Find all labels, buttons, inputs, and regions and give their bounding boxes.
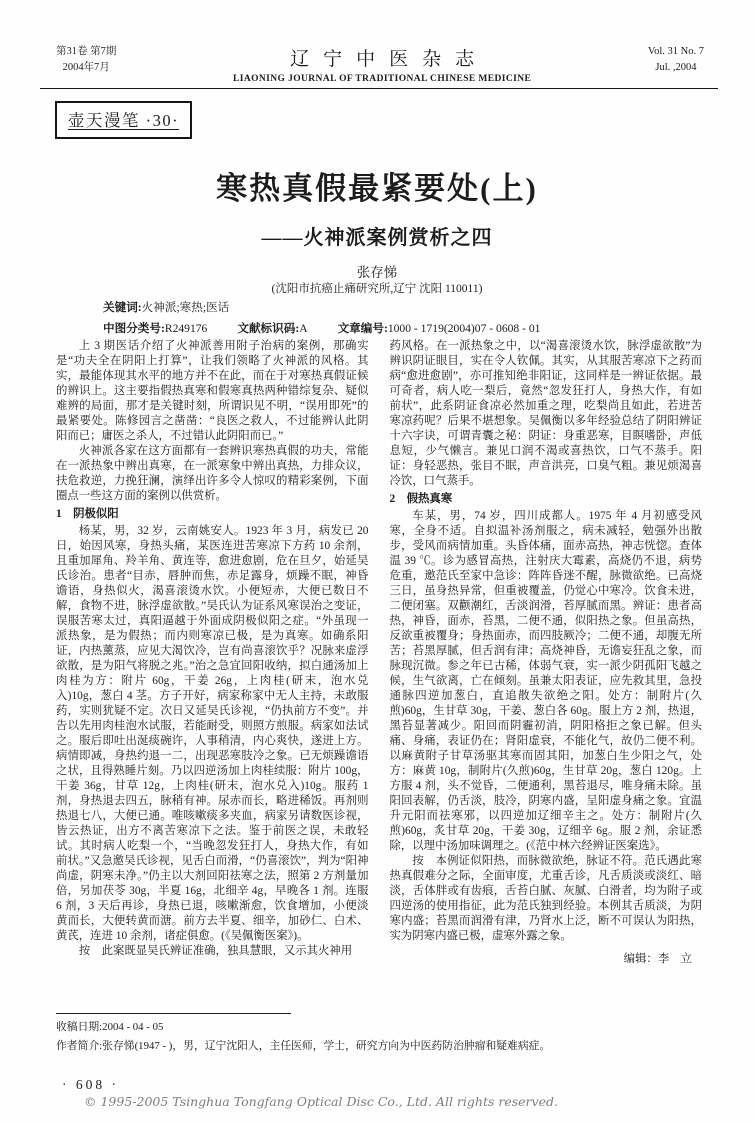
author-bio: 作者简介:张存悌(1947 - )，男，辽宁沈阳人，主任医师，学士，研究方向为中医药防治肿瘤和疑难病症。 xyxy=(56,1040,551,1053)
body-paragraph: 车某，男，74 岁，四川成都人。1975 年 4 月初感受风寒，全身不适。自拟温补汤剂服之，病未减轻，勉强外出散步，受风而病情加重。头昏体痛，面赤高热，神志恍惚。查体温 39 ℃。诊为感冒高热，注射庆大霉素，高烧仍不退，病势危重，邀范氏至家中急诊：阵阵昏迷不醒，脉微欲绝。已高烧三日，虽身热异常，但重被覆盖，仍觉心中寒冷。饮食未进，二便闭塞。双颧潮红，舌淡润滑，苔厚腻而黑。辨证：患者高热，神昏，面赤，苔黑，二便不通，似阳热之象。但虽高热，反欲重被覆身；身热面赤，而四肢厥冷；二便不通，却腹无所苦；苔黑厚腻，但舌润有津；高烧神昏，无谵妄狂乱之象，而脉现沉微。参之年已古稀，体弱气衰，实一派少阴孤阳飞越之候，生气欲离，亡在倾刻。虽兼太阳表证，应先救其里，急投通脉四逆加葱白，直追散失欲绝之阳。处方：制附片(久煎)60g，生甘草 30g，干姜、葱白各 60g。服上方 2 剂，热退，黑苔显著减少。阳回而阴霾初消，阴阳格拒之象已解。但头痛、身痛，表证仍在；肾阳虚衰，不能化气，故仍二便不利。以麻黄附子甘草汤驱其寒而固其阳，加葱白生少阳之气，处方：麻黄 10g，制附片(久煎)60g，生甘草 20g，葱白 120g。上方服 4 剂，头不觉昏，二便通利，黑苔退尽，唯身痛未除。虽阳回表解，仍舌淡，肢冷，阴寒内盛，呈阳虚身痛之象。宜温升元阳而祛寒邪，以四逆加辽细辛主之。处方：制附片(久煎)60g，炙甘草 20g，干姜 30g，辽细辛 6g。服 2 剂，余证悉除，以理中汤加味调理之。(《范中林六经辨证医案选》。 xyxy=(389,510,702,852)
doccode-label: 文献标识码: xyxy=(237,321,300,335)
page-number: · 608 · xyxy=(62,1077,119,1092)
column-label: 壶天漫笔 ·30· xyxy=(68,111,180,130)
article-author: 张存悌 xyxy=(356,265,398,280)
article-subtitle: ——火神派案例赏析之四 xyxy=(261,227,493,249)
journal-title-cn: 辽宁中医杂志 xyxy=(290,49,489,70)
footnote-rule xyxy=(56,1013,291,1014)
section-heading: 1 阴极似阳 xyxy=(56,508,119,520)
body-paragraph: 火神派各家在这方面都有一套辨识寒热真假的功夫，常能在一派热象中辨出真寒，在一派寒象中辨出真热，力排众议，扶危救逆，力挽狂澜，演绎出许多令人惊叹的精彩案例，下面圈点一些这方面的案例以供赏析。 xyxy=(56,445,369,502)
body-paragraph: 杨某，男，32 岁，云南姚安人。1923 年 3 月，病发已 20 日，始因风寒，身热头痛，某医连进苦寒凉下方药 10 余剂，且重加犀角、羚羊角、黄连等，愈进愈剧，危在旦夕，始延吴氏诊治。患者“目赤，唇肿而焦，赤足露身，烦躁不眠，神昏谵语，身热似火，渴喜滚烫水饮。小便短赤，大便已数日不解，食物不进，脉浮虚欲散。”吴氏认为证系风寒误治之变证，误服苦寒太过，真阳逼越于外面成阴极似阳之症。“外虽现一派热象，是为假热；而内则寒凉已极，是为真寒。如确系阳证，内热薰蒸，应见大渴饮冷，岂有尚喜滚饮乎？况脉来虚浮欲散，是为阳气将脱之兆。”治之急宜回阳收纳，拟白通汤加上肉桂为方：附片 60g，干姜 26g，上肉桂(研末，泡水兑入)10g，葱白 4 茎。方子开好，病家称家中无人主持，未敢服药，实则犹疑不定。次日又延吴氏诊视，“仍执前方不变”。并告以先用肉桂泡水试服，若能耐受，则照方煎服。病家如法试之。服后即吐出涎痰碗许，人事稍清，内心爽快，遂进上方。病情即减，身热约退一二，出现恶寒肢冷之象。已无烦躁谵语之状，且得熟睡片刻。乃以四逆汤加上肉桂续服：附片 100g，干姜 36g，甘草 12g，上肉桂(研末，泡水兑入)10g。服药 1 剂，身热退去四五，脉稍有神。尿赤而长，略进稀饭。再剂则热退七八，大便已通。唯咳嗽痰多夹血，病家另请数医诊视，皆云热证，出方不离苦寒凉下之法。鉴于前医之误，未敢轻试。其时病人吃梨一个，“当晚忽发狂打人，身热大作，有如前状。”又急邀吴氏诊视，见舌白而滑，“仍喜滚饮”，判为“阳神尚虚，阴寒未净。”仍主以大剂回阳祛寒之法，照第 2 方剂量加倍，另加茯苓 30g，半夏 16g，北细辛 4g，早晚各 1 剂。连服 6 剂，3 天后再诊，身热已退，咳嗽渐愈，饮食增加，小便淡黄而长，大便转黄而溏。前方去半夏、细辛，加砂仁、白术、黄芪，连进 10 余剂，诸症俱愈。(《吴佩衡医案》)。 xyxy=(56,525,369,942)
section-heading: 2 假热真寒 xyxy=(389,493,453,505)
article-body xyxy=(56,339,702,967)
classification-line xyxy=(103,319,698,340)
clc-value: R249176 xyxy=(164,321,208,335)
right-column xyxy=(390,339,703,967)
column-label-box xyxy=(55,101,192,139)
volume-number: Vol. 31 No. 7 xyxy=(647,46,704,57)
issue-date-en: Jul. ,2004 xyxy=(655,62,697,74)
article-affiliation: (沈阳市抗癌止痛研究所,辽宁 沈阳 110011) xyxy=(271,283,483,295)
issue-info xyxy=(56,44,116,77)
article-meta xyxy=(103,298,698,339)
left-column xyxy=(56,339,369,967)
volume-info xyxy=(648,44,704,77)
issue-number: 第31卷 第7期 xyxy=(56,46,117,57)
doccode-value: A xyxy=(299,321,308,335)
article-id-value: 1000 - 1719(2004)07 - 0608 - 01 xyxy=(387,321,541,335)
body-paragraph: 按 此案既显吴氏辨证准确，独具慧眼，又示其火神用 xyxy=(78,945,353,957)
keywords-value: 火神派;寒热;医话 xyxy=(141,301,230,314)
received-date: 收稿日期:2004 - 04 - 05 xyxy=(56,1021,164,1033)
copyright-notice: © 1995-2005 Tsinghua Tongfang Optical Disc Co., Ltd. All rights reserved. xyxy=(84,1094,558,1109)
body-paragraph: 药风格。在一派热象之中，以“渴喜滚烫水饮，脉浮虚欲散”为辨识阴证眼目，实在令人钦佩。其实，从其服苦寒凉下之药而病“愈进愈剧”，亦可推知绝非阳证，这同样是一辨证依据。最可奇者，病人吃一梨后，竟然“忽发狂打人，身热大作，有如前状”，此系阴证食凉必然加重之理，吃梨尚且如此，若进苦寒凉药呢？后果不堪想象。吴佩衡以多年经验总结了阴阳辨证十六字诀，可谓青囊之秘：阴证：身重恶寒，目瞑嗜卧，声低息短，少气懒言。兼见口润不渴或喜热饮，口气不蒸手。阳证：身轻恶热，张目不眠，声音洪亮，口臭气粗。兼见烦渴喜冷饮，口气蒸手。 xyxy=(389,340,702,487)
clc-label: 中图分类号: xyxy=(103,321,165,335)
masthead-rule xyxy=(40,88,718,89)
article-id-label: 文章编号: xyxy=(337,321,388,335)
journal-title-en: LIAONING JOURNAL OF TRADITIONAL CHINESE MEDICINE xyxy=(233,74,532,84)
keywords-line xyxy=(103,298,698,319)
keywords-label: 关键词: xyxy=(103,301,142,314)
body-paragraph: 上 3 期医话介绍了火神派善用附子治病的案例，那确实是“功夫全在阴阳上打算”，让我们领略了火神派的风格。其实，最能体现其水平的地方并不在此，而在于对寒热真假证候的辨识上。这主要指假热真寒和假寒真热两种错综复杂、疑似难辨的局面，那才是关键时刻，所谓识见不明，“误用即死”的最紧要处。陈修园言之凿凿：“良医之救人，不过能辨认此阴阳而已；庸医之杀人，不过错认此阴阳而已。” xyxy=(56,340,369,442)
footnote xyxy=(56,1013,702,1057)
masthead xyxy=(56,44,704,84)
issue-date-cn: 2004年7月 xyxy=(62,62,110,74)
body-paragraph: 按 本例证似阳热，而脉微欲绝，脉证不符。范氏遇此寒热真假难分之际，全面审度，尤重舌诊，凡舌质淡或淡红、暗淡，舌体胖或有齿痕，舌苔白腻、灰腻、白滑者，均为附子或四逆汤的使用指征，此为范氏独到经验。本例其舌质淡，为阴寒内盛；苔黑而润滑有津，乃肾水上泛，断不可误认为阳热，实为阴寒内盛已极，虚寒外露之象。 xyxy=(389,855,702,942)
article-title: 寒热真假最紧要处(上) xyxy=(216,171,538,206)
journal-title-block xyxy=(116,44,648,84)
editor-credit: 编辑：李 立 xyxy=(623,953,692,965)
